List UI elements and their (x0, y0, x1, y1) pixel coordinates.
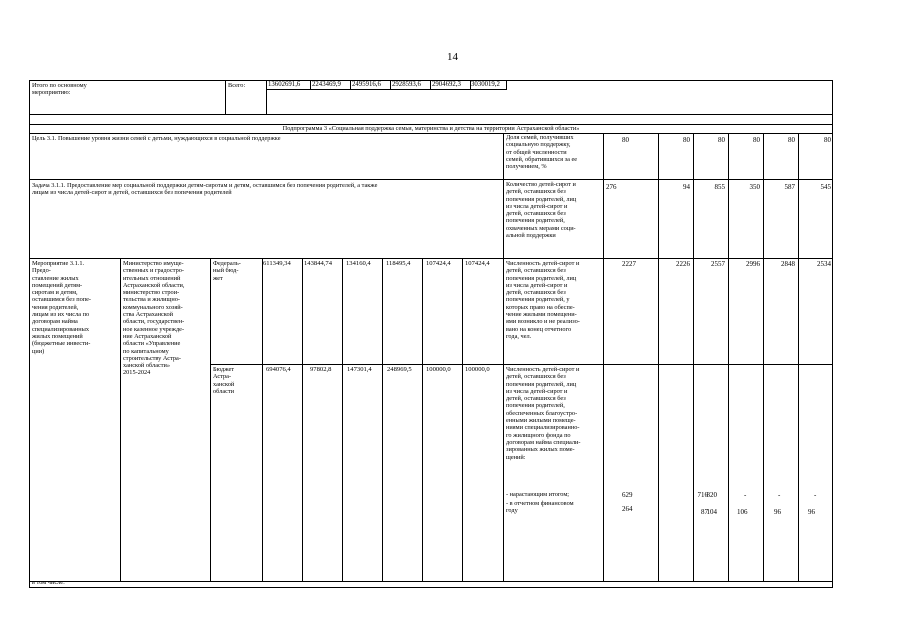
federal-ind-2: 2226 (676, 260, 690, 268)
regional-value-1: 694076,4 (266, 366, 291, 373)
goal-indicator: Доля семей, получивших социальную поддержку, от общей численности семей, обратившихся за ее получением, % (506, 134, 578, 171)
regional-sub1-4: - (744, 491, 747, 499)
goal-value-5: 80 (788, 136, 795, 144)
federal-ind-5: 2848 (781, 260, 795, 268)
federal-value-5: 107424,4 (426, 260, 451, 267)
regional-sub1-2: 716 (697, 491, 708, 499)
regional-sub2-2: 87 (701, 508, 708, 516)
task-text: Задача 3.1.1. Предоставление мер социальной поддержки детям-сиротам и детям, оставшимся без попечения родителей, а также лицам из числа детей-сирот и детей, оставшихся без попечения родителей (32, 182, 378, 197)
task-value-6: 545 (820, 183, 831, 191)
total-value-2: 2243469,9 (312, 81, 341, 88)
regional-sub2-1: 264 (622, 505, 633, 513)
footer-label: в том числе: (32, 579, 65, 586)
task-value-1: 276 (606, 183, 617, 191)
regional-sub1-6: - (814, 491, 817, 499)
total-value-1: 13602691,6 (268, 81, 301, 88)
federal-value-1: 611349,34 (263, 260, 291, 267)
subprogram-title: Подпрограмма 3 «Социальная поддержка семьи, материнства и детства на территории Астраханской области» (282, 125, 580, 132)
goal-value-6: 80 (824, 136, 831, 144)
regional-sub2-6: 96 (808, 508, 815, 516)
federal-value-4: 118495,4 (386, 260, 411, 267)
total-label: Итого по основному мероприятию: (32, 82, 87, 97)
task-value-4: 350 (749, 183, 760, 191)
goal-value-2: 80 (683, 136, 690, 144)
task-value-5: 587 (784, 183, 795, 191)
regional-sub1-label: - нарастающим итогом; (506, 491, 570, 498)
regional-value-6: 100000,0 (465, 366, 490, 373)
federal-value-2: 143844,74 (304, 260, 333, 267)
page-number: 14 (447, 51, 458, 63)
regional-value-4: 248969,5 (387, 366, 412, 373)
total-value-3: 2495916,6 (352, 81, 381, 88)
total-value-4: 2928593,6 (392, 81, 421, 88)
task-value-2: 94 (683, 183, 690, 191)
federal-indicator: Численность детей-сирот и детей, оставшихся без попечения родителей, лиц из числа детей-сирот и детей, оставшихся без попечения родителей, у которых право на обеспе- чение жилыми помещени- ями возникло и не реализо- вано на конец отчетного года, чел. (506, 260, 580, 340)
task-indicator: Количество детей-сирот и детей, оставшихся без попечения родителей, лиц из числа детей-сирот и детей, оставшихся без попечения родителей, охваченных мерами соци- альной поддержки (506, 181, 577, 240)
regional-value-2: 97802,8 (310, 366, 332, 373)
goal-value-1: 80 (622, 136, 629, 144)
federal-value-6: 107424,4 (465, 260, 490, 267)
goal-value-4: 80 (753, 136, 760, 144)
regional-indicator: Численность детей-сирот и детей, оставшихся без попечения родителей, лиц из числа детей-сирот и детей, оставшихся без попечения родителей, обеспеченных благоустро- енными жилыми помеще- ниями специализированно- го жилищного фонда по договорам найма специали- зированных жилых поме- щений: (506, 366, 581, 461)
measure-executor: Министерство имуще- ственных и градостро- ительных отношений Астраханской области, министерство строи- тельства и жилищно- коммунального хозяй- ства Астраханской области, государствен- ное казенное учрежде- ние Астраханской области «Управление по капитальному строительству Астра- ханской области» 2015-2024 (123, 260, 185, 377)
federal-ind-6: 2534 (817, 260, 831, 268)
total-vsego: Всего: (228, 82, 246, 89)
regional-sub1-5: - (778, 491, 781, 499)
goal-text: Цель 3.1. Повышение уровня жизни семей с детьми, нуждающихся в социальной поддержке (32, 135, 281, 142)
federal-source: Федераль- ный бюд- жет (213, 260, 241, 282)
total-value-5: 2904692,3 (432, 81, 461, 88)
federal-ind-1: 2227 (622, 260, 636, 268)
regional-sub2-4: 106 (737, 508, 748, 516)
total-value-6: 3030019,2 (471, 81, 500, 88)
task-value-3: 855 (714, 183, 725, 191)
regional-sub2-label: - в отчетном финансовом году (506, 500, 574, 515)
federal-value-3: 134160,4 (346, 260, 371, 267)
regional-source: Бюджет Астра- ханской области (213, 366, 235, 395)
regional-sub1-1: 629 (622, 491, 633, 499)
measure-name: Мероприятие 3.1.1. Предо- ставление жилых помещений детям- сиротам и детям, оставшимся без попе- чения родителей, лицам из их числа по договорам найма специализированных жилых помещений (бюджетные инвести- ции) (32, 260, 91, 355)
regional-sub1-3: 820 (706, 491, 717, 499)
regional-value-5: 100000,0 (426, 366, 451, 373)
regional-sub2-5: 96 (774, 508, 781, 516)
regional-value-3: 147301,4 (347, 366, 372, 373)
goal-value-3: 80 (718, 136, 725, 144)
federal-ind-4: 2996 (746, 260, 760, 268)
regional-sub2-3: 104 (706, 508, 717, 516)
federal-ind-3: 2557 (711, 260, 725, 268)
